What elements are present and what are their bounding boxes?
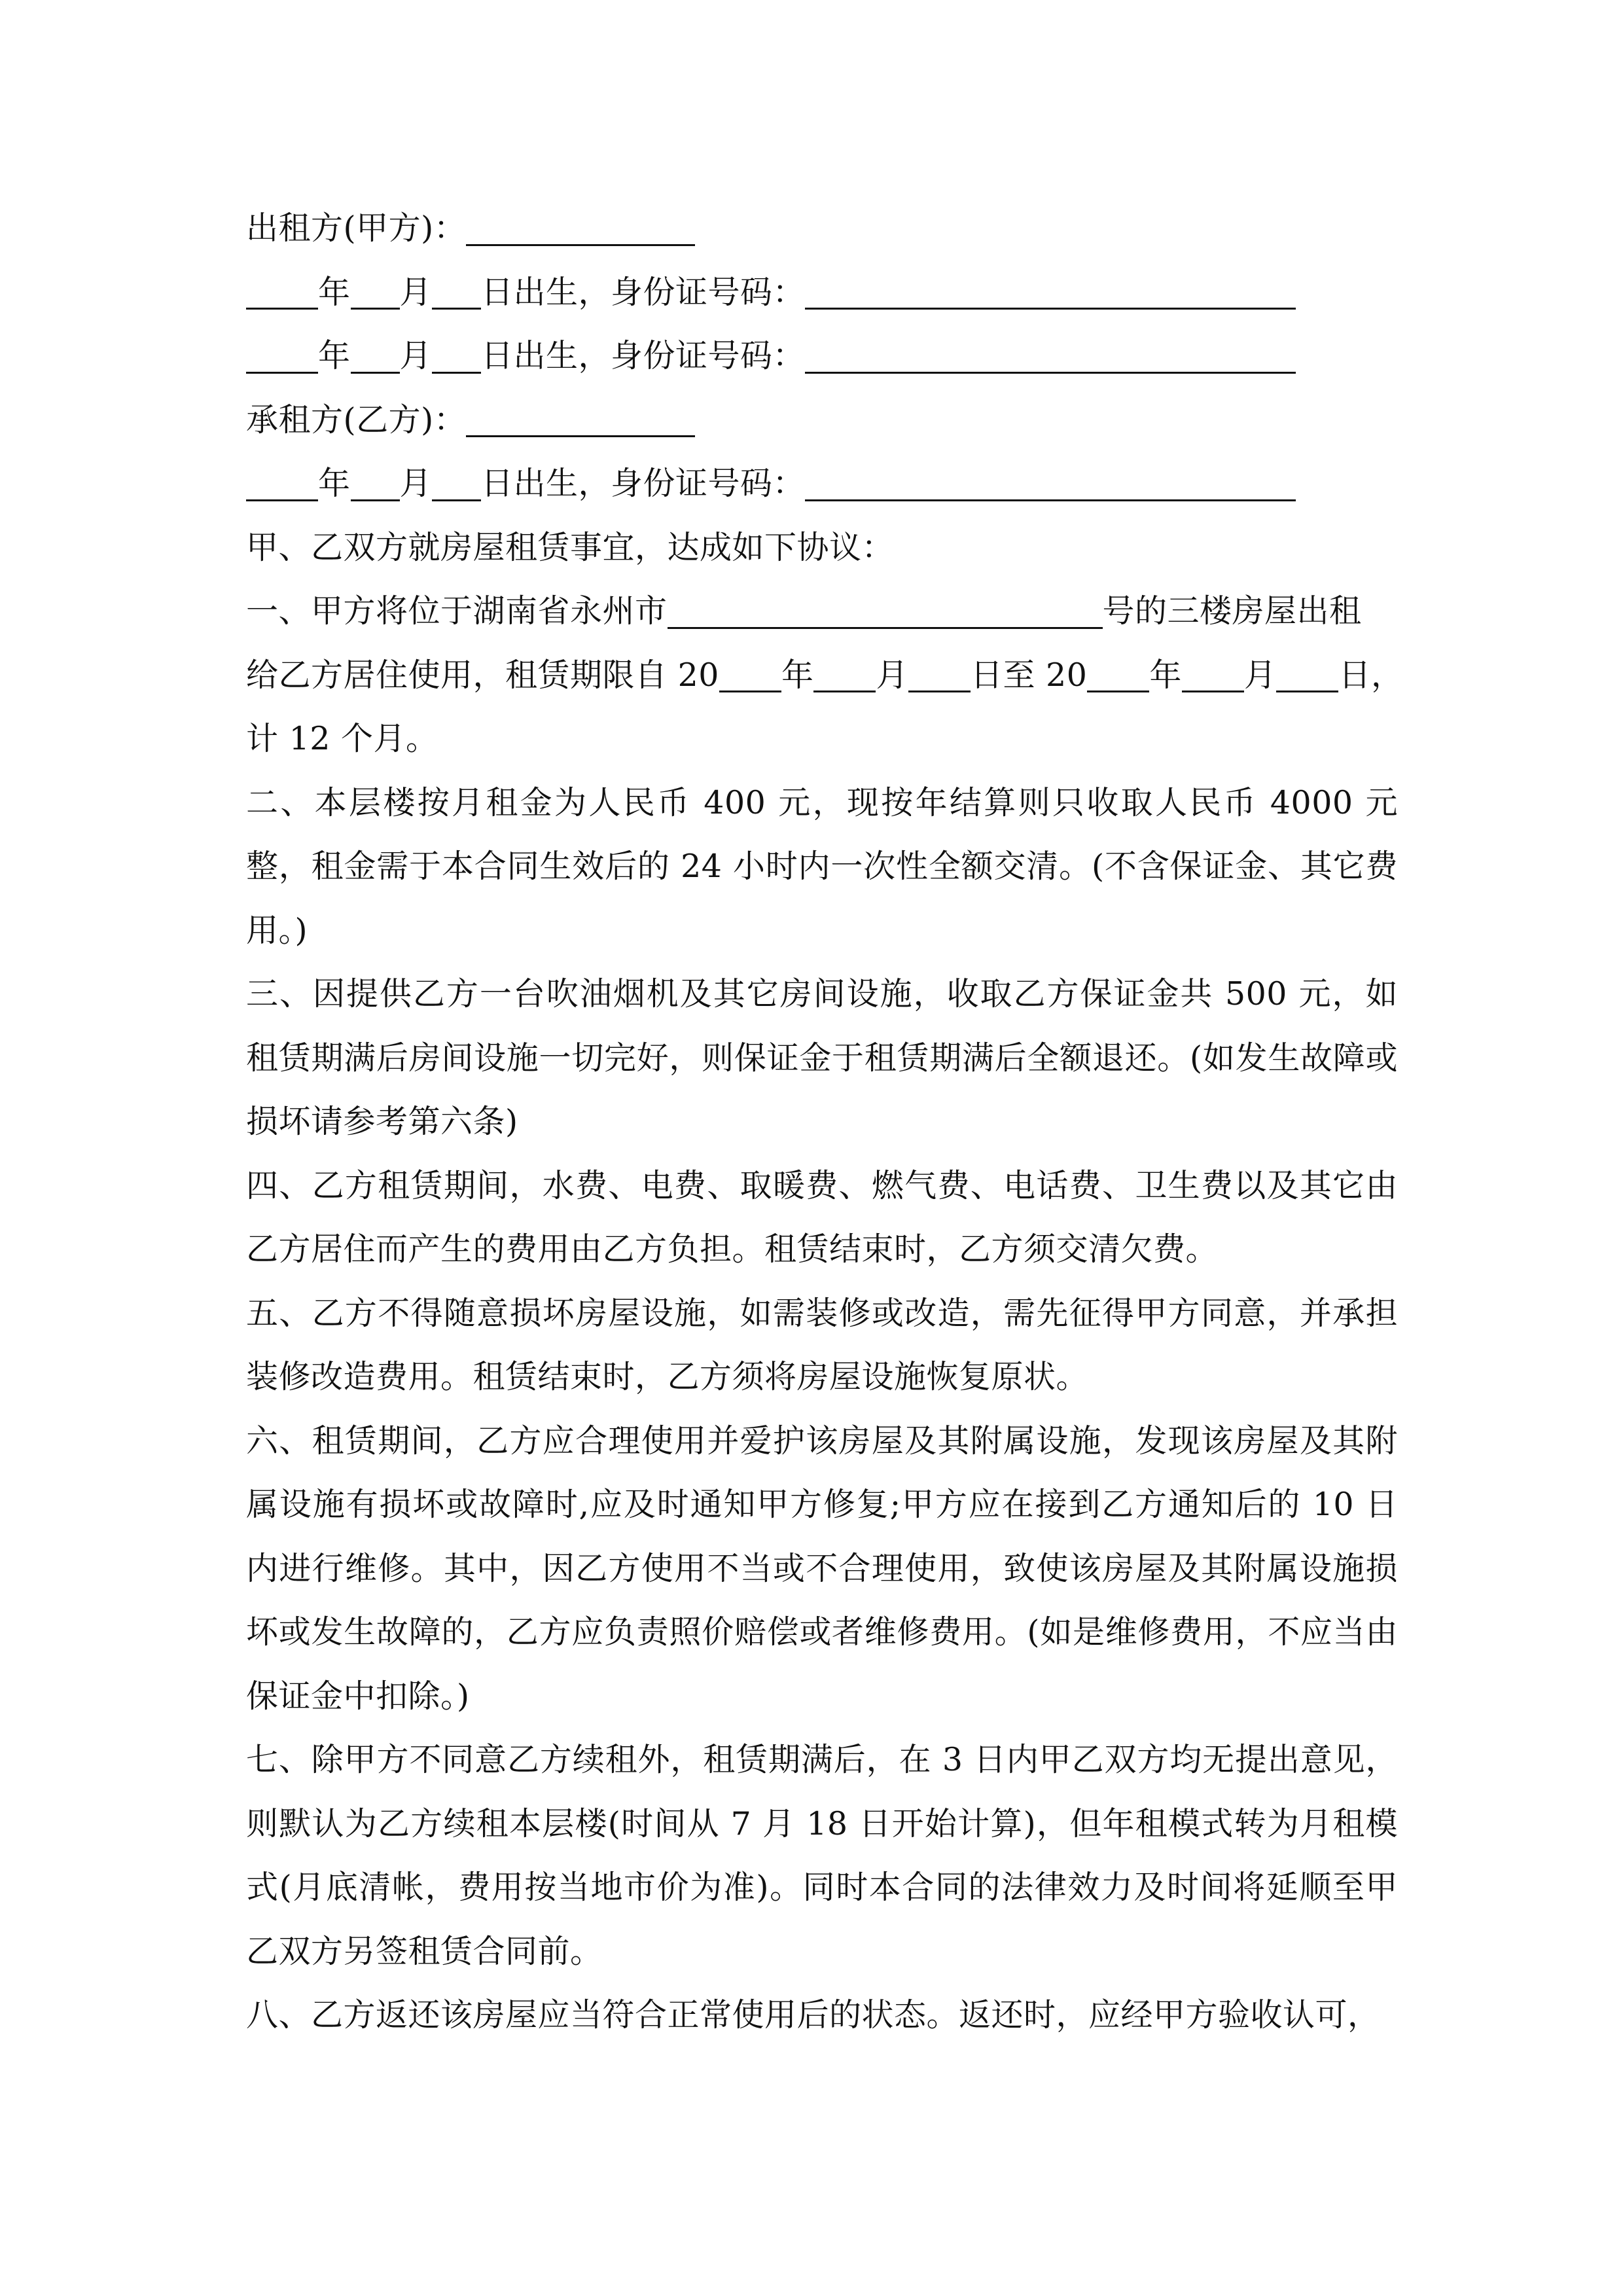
clause-1-line-1: [246, 579, 1398, 643]
lessor-line: [246, 196, 1398, 260]
birth-year-blank: [246, 274, 318, 310]
clause-1-text: 号的三楼房屋出租: [1102, 592, 1362, 630]
end-day-blank: [1276, 657, 1338, 692]
month-label: 月: [1243, 656, 1277, 694]
end-year-blank: [1087, 657, 1149, 692]
lessor-name-blank: [466, 210, 695, 245]
lessee-line: [246, 388, 1398, 452]
year-label: 年: [781, 656, 814, 694]
clause-8: 八、乙方返还该房屋应当符合正常使用后的状态。返还时，应经甲方验收认可，: [246, 1996, 1380, 2034]
month-label: 月: [399, 337, 433, 374]
day-birth-id-label: 日出生，身份证号码：: [481, 273, 806, 311]
birth-day-blank: [432, 274, 481, 310]
clause-1-line-2: [246, 643, 1404, 708]
intro-line: 甲、乙双方就房屋租赁事宜，达成如下协议：: [246, 528, 895, 566]
birth-day-blank: [432, 338, 481, 373]
lessor-birth-line-2: [246, 324, 1398, 388]
start-month-blank: [813, 657, 876, 692]
clause-6: 六、租赁期间，乙方应合理使用并爱护该房屋及其附属设施，发现该房屋及其附属设施有损坏或故障时,应及时通知甲方修复;甲方应在接到乙方通知后的 10 日内进行维修。其中，因乙方使用不当或不合理使用，致使该房屋及其附属设施损坏或发生故障的，乙方应负责照价赔偿或者维修费用。(如是维修费用，不应当由保证金中扣除。): [246, 1422, 1398, 1715]
lessee-name-blank: [466, 402, 695, 437]
year-label: 年: [318, 273, 351, 311]
lessor-birth-line-1: [246, 260, 1398, 325]
birth-year-blank: [246, 338, 318, 373]
clause-1-text: 一、甲方将位于湖南省永州市: [246, 592, 668, 630]
year-label: 年: [318, 465, 351, 502]
month-label: 月: [876, 656, 908, 694]
birth-month-blank: [351, 338, 400, 373]
birth-month-blank: [351, 465, 400, 501]
year-label: 年: [1149, 656, 1182, 694]
day-birth-id-label: 日出生，身份证号码：: [481, 465, 806, 502]
start-day-blank: [908, 657, 971, 692]
id-number-blank: [805, 338, 1296, 373]
clause-1-line-3: 计 12 个月。: [246, 720, 438, 757]
day-birth-id-label: 日出生，身份证号码：: [481, 337, 806, 374]
clause-4: 四、乙方租赁期间，水费、电费、取暖费、燃气费、电话费、卫生费以及其它由乙方居住而产生的费用由乙方负担。租赁结束时，乙方须交清欠费。: [246, 1166, 1398, 1268]
address-blank: [668, 593, 1103, 628]
day-end-label: 日，: [1338, 656, 1404, 694]
clause-3: 三、因提供乙方一台吹油烟机及其它房间设施，收取乙方保证金共 500 元，如租赁期满后房间设施一切完好，则保证金于租赁期满后全额退还。(如发生故障或损坏请参考第六条): [246, 975, 1398, 1140]
lessor-label: 出租方(甲方)：: [246, 209, 467, 247]
start-year-blank: [719, 657, 781, 692]
birth-day-blank: [432, 465, 481, 501]
clause-1-text: 给乙方居住使用，租赁期限自 20: [246, 656, 719, 694]
day-to-label: 日至 20: [970, 656, 1088, 694]
year-label: 年: [318, 337, 351, 374]
end-month-blank: [1182, 657, 1244, 692]
month-label: 月: [399, 465, 433, 502]
clause-7: 七、除甲方不同意乙方续租外，租赁期满后，在 3 日内甲乙双方均无提出意见，则默认为乙方续租本层楼(时间从 7 月 18 日开始计算)，但年租模式转为月租模式(月底清帐，费用按当地市价为准)。同时本合同的法律效力及时间将延顺至甲乙双方另签租赁合同前。: [246, 1741, 1398, 1970]
clause-2: 二、本层楼按月租金为人民币 400 元，现按年结算则只收取人民币 4000 元整，租金需于本合同生效后的 24 小时内一次性全额交清。(不含保证金、其它费用。): [246, 783, 1398, 949]
clause-5: 五、乙方不得随意损坏房屋设施，如需装修或改造，需先征得甲方同意，并承担装修改造费用。租赁结束时，乙方须将房屋设施恢复原状。: [246, 1294, 1398, 1395]
birth-month-blank: [351, 274, 400, 310]
lessee-birth-line: [246, 452, 1398, 516]
id-number-blank: [805, 274, 1296, 310]
contract-body: [246, 196, 1404, 2047]
month-label: 月: [399, 273, 433, 311]
birth-year-blank: [246, 465, 318, 501]
lessee-label: 承租方(乙方)：: [246, 401, 467, 439]
id-number-blank: [805, 465, 1296, 501]
